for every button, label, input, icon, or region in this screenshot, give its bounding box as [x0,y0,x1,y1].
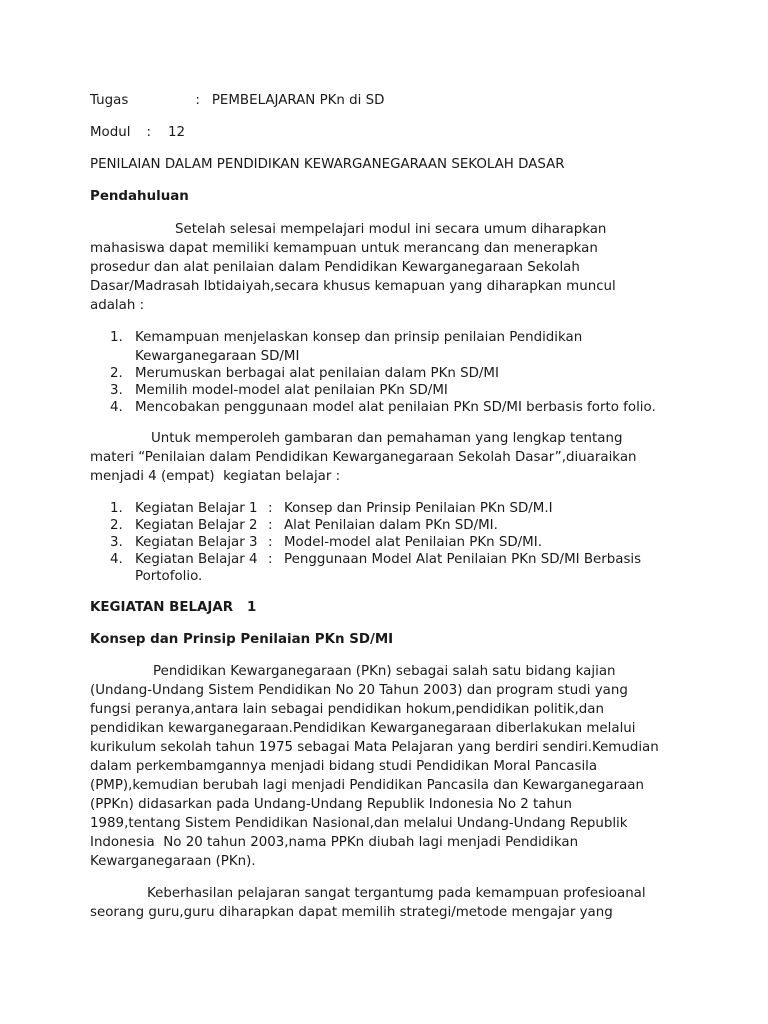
kegiatan-title: Model-model alat Penilaian PKn SD/MI. [284,535,542,550]
list-number: 2. [110,518,123,533]
intro-line: mahasiswa dapat memiliki kemampuan untuk merancang dan menerapkan [90,241,598,256]
kegiatan-colon: : [268,501,273,516]
tugas-value: PEMBELAJARAN PKn di SD [211,93,385,108]
materi-line: materi “Penilaian dalam Pendidikan Kewarganegaraan Sekolah Dasar”,diuaraikan [90,450,637,465]
kb1-para1-line: dalam perkembamgannya menjadi bidang studi Pendidikan Moral Pancasila [90,759,598,774]
kegiatan-title: Alat Penilaian dalam PKn SD/MI. [284,518,498,533]
kegiatan-colon: : [268,535,273,550]
kegiatan-colon: : [268,518,273,533]
objective-item [110,328,582,347]
kb1-para2-line: Keberhasilan pelajaran sangat tergantumg pada kemampuan profesioanal [147,886,646,901]
kegiatan-title: Konsep dan Prinsip Penilaian PKn SD/M.I [284,501,553,516]
objective-text: Kemampuan menjelaskan konsep dan prinsip penilaian Pendidikan [135,330,583,345]
kb1-para1-line: (Undang-Undang Sistem Pendidikan No 20 Tahun 2003) dan program studi yang [90,683,628,698]
modul-label: Modul [90,125,131,140]
kb1-para1-line: Kewarganegaraan (PKn). [90,854,256,869]
objective-text: Merumuskan berbagai alat penilaian dalam PKn SD/MI [135,366,499,381]
kb1-para1-line: (PPKn) didasarkan pada Undang-Undang Republik Indonesia No 2 tahun [90,797,572,812]
kb1-para2-line: seorang guru,guru diharapkan dapat memilih strategi/metode mengajar yang [90,905,613,920]
tugas-line [90,91,384,110]
kb1-para1-line: 1989,tentang Sistem Pendidikan Nasional,dan melalui Undang-Undang Republik [90,816,628,831]
intro-line: adalah : [90,298,145,313]
kegiatan-label: Kegiatan Belajar 2 [135,518,258,533]
intro-line: Dasar/Madrasah Ibtidaiyah,secara khusus kemapuan yang diharapkan muncul [90,279,616,294]
list-number: 3. [110,535,123,550]
kb1-para1-line: fungsi peranya,antara lain sebagai pendidikan hokum,pendidikan politik,dan [90,702,604,717]
list-number: 3. [110,383,123,398]
kegiatan-colon: : [268,552,273,567]
objective-text: Mencobakan penggunaan model alat penilaian PKn SD/MI berbasis forto folio. [135,400,656,415]
kegiatan-label: Kegiatan Belajar 3 [135,535,258,550]
materi-line: Untuk memperoleh gambaran dan pemahaman yang lengkap tentang [151,431,623,446]
intro-heading: Pendahuluan [90,189,189,204]
kb1-para1-line: pendidikan kewarganegaraan.Pendidikan Kewarganegaraan diberlakukan melalui [90,721,636,736]
kb1-para1-line: kurikulum sekolah tahun 1975 sebagai Mata Pelajaran yang berdiri sendiri.Kemudian [90,740,659,755]
list-number: 4. [110,400,123,415]
objective-text: Memilih model-model alat penilaian PKn SD/MI [135,383,448,398]
kegiatan-title: Penggunaan Model Alat Penilaian PKn SD/MI Berbasis [284,552,642,567]
modul-line [90,123,185,142]
kb1-subheading: Konsep dan Prinsip Penilaian PKn SD/MI [90,632,394,647]
intro-line: prosedur dan alat penilaian dalam Pendidikan Kewarganegaraan Sekolah [90,260,580,275]
list-number: 2. [110,366,123,381]
kb1-para1-line: Indonesia No 20 tahun 2003,nama PPKn diubah lagi menjadi Pendidikan [90,835,579,850]
objective-continuation: Kewarganegaraan SD/MI [135,349,300,364]
modul-colon: : [146,125,151,140]
document-title: PENILAIAN DALAM PENDIDIKAN KEWARGANEGARAAN SEKOLAH DASAR [90,157,565,172]
list-number: 4. [110,552,123,567]
kegiatan-continuation: Portofolio. [135,569,203,584]
materi-line: menjadi 4 (empat) kegiatan belajar : [90,469,341,484]
kb1-para1-line: Pendidikan Kewarganegaraan (PKn) sebagai salah satu bidang kajian [153,664,616,679]
tugas-colon: : [195,93,200,108]
kb1-heading: KEGIATAN BELAJAR 1 [90,600,257,615]
list-number: 1. [110,330,123,345]
kb1-para1-line: (PMP),kemudian berubah lagi menjadi Pendidikan Pancasila dan Kewarganegaraan [90,778,644,793]
intro-line: Setelah selesai mempelajari modul ini secara umum diharapkan [175,222,607,237]
kegiatan-label: Kegiatan Belajar 4 [135,552,258,567]
list-number: 1. [110,501,123,516]
tugas-label: Tugas [90,93,129,108]
kegiatan-label: Kegiatan Belajar 1 [135,501,258,516]
modul-value: 12 [167,125,186,140]
objective-item [110,398,656,417]
